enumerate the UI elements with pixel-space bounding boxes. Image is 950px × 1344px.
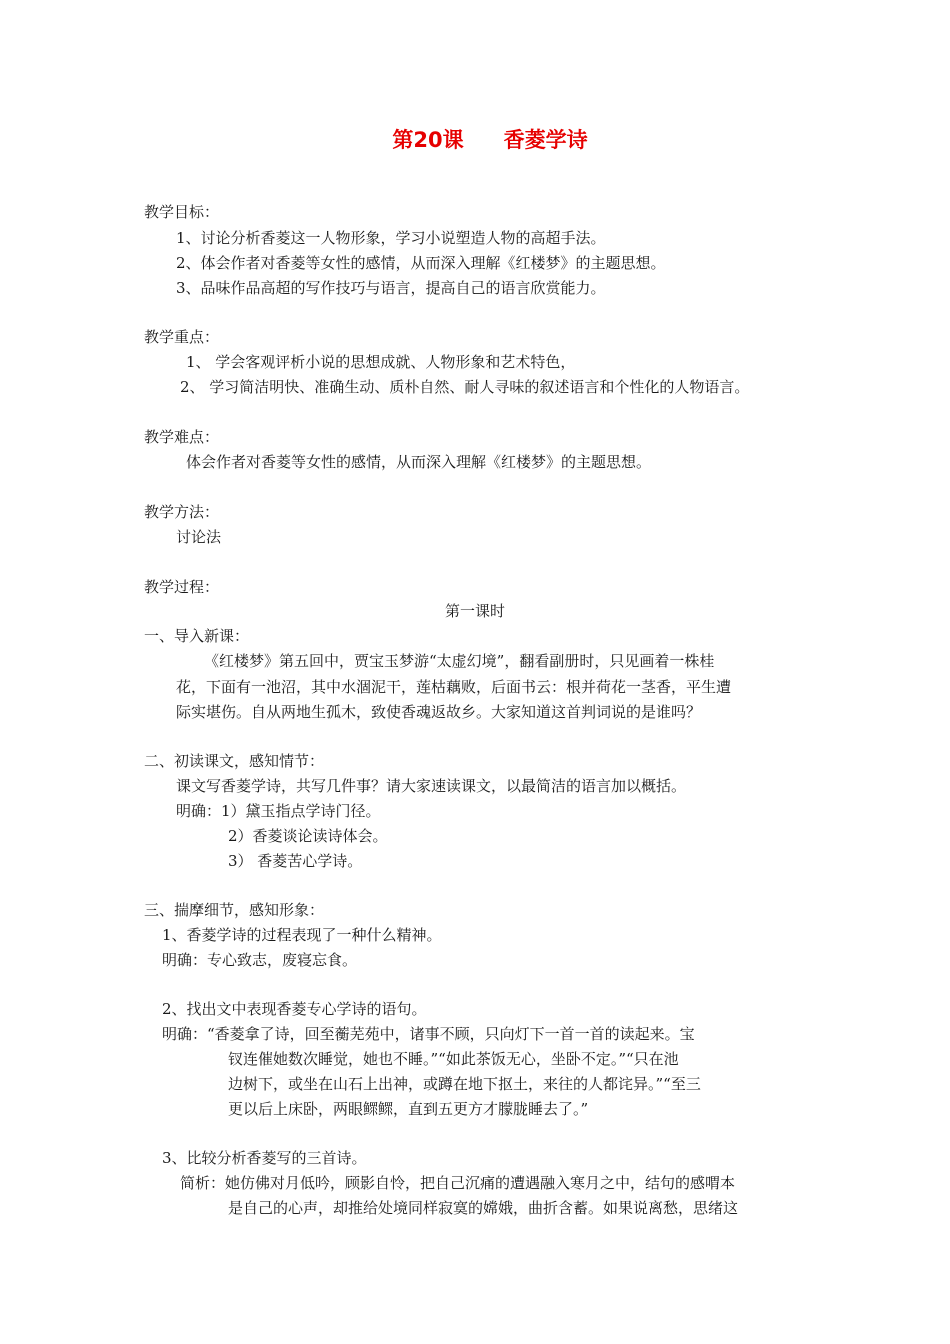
answer-line: 是自己的心声，却推给处境同样寂寞的嫦娥，曲折含蓄。如果说离愁，思绪这 [228,1199,739,1217]
answer-line: 简析：她仿佛对月低吟，顾影自怜，把自己沉痛的遭遇融入寒月之中，结句的感喟本 [180,1174,736,1192]
answer-line: 钗连催她数次睡觉，她也不睡。”“如此茶饭无心，坐卧不定。”“只在池 [228,1050,679,1068]
answer-line: 更以后上床卧，两眼鳏鳏，直到五更方才朦胧睡去了。” [228,1100,589,1118]
goal-item: 1、讨论分析香菱这一人物形象，学习小说塑造人物的高超手法。 [176,229,606,247]
goals-heading: 教学目标： [144,203,220,221]
method-heading: 教学方法： [144,503,220,521]
difficulty-text: 体会作者对香菱等女性的感情，从而深入理解《红楼梦》的主题思想。 [186,453,652,471]
method-text: 讨论法 [176,528,222,546]
paragraph-line: 《红楼梦》第五回中，贾宝玉梦游“太虚幻境”，翻看副册时，只见画着一株桂 [204,652,715,670]
goal-item: 2、体会作者对香菱等女性的感情，从而深入理解《红楼梦》的主题思想。 [176,254,666,272]
answer-line: 2）香菱谈论读诗体会。 [228,827,388,845]
section-heading: 一、导入新课： [144,627,250,645]
question-text: 课文写香菱学诗，共写几件事？请大家速读课文，以最简洁的语言加以概括。 [176,777,687,795]
answer-line: 明确：“香菱拿了诗，回至蘅芜苑中，诸事不顾，只向灯下一首一首的读起来。宝 [162,1025,695,1043]
lesson-number: 第20课 [392,128,464,152]
paragraph-line: 际实堪伤。自从两地生孤木，致使香魂返故乡。大家知道这首判词说的是谁吗？ [176,703,702,721]
key-point-item: 1、 学会客观评析小说的思想成就、人物形象和艺术特色， [186,353,576,371]
process-heading: 教学过程： [144,578,220,596]
lesson-name: 香菱学诗 [503,128,588,152]
answer-line: 边树下，或坐在山石上出神，或蹲在地下抠土，来往的人都诧异。”“至三 [228,1075,701,1093]
session-label: 第一课时 [444,602,505,620]
paragraph-line: 花，下面有一池沼，其中水涸泥干，莲枯藕败，后面书云：根并荷花一茎香，平生遭 [176,678,732,696]
key-point-item: 2、 学习简洁明快、准确生动、质朴自然、耐人寻味的叙述语言和个性化的人物语言。 [180,378,750,396]
question-text: 2、找出文中表现香菱专心学诗的语句。 [162,1000,427,1018]
key-points-heading: 教学重点： [144,328,220,346]
difficulty-heading: 教学难点： [144,428,220,446]
answer-line: 明确：专心致志，废寝忘食。 [162,951,358,969]
answer-line: 明确：1）黛玉指点学诗门径。 [176,802,381,820]
section-heading: 三、揣摩细节，感知形象： [144,901,325,919]
section-heading: 二、初读课文，感知情节： [144,752,325,770]
question-text: 1、香菱学诗的过程表现了一种什么精神。 [162,926,442,944]
question-text: 3、比较分析香菱写的三首诗。 [162,1149,367,1167]
page-title [0,124,950,154]
goal-item: 3、品味作品高超的写作技巧与语言，提高自己的语言欣赏能力。 [176,279,606,297]
answer-line: 3） 香菱苦心学诗。 [228,852,363,870]
